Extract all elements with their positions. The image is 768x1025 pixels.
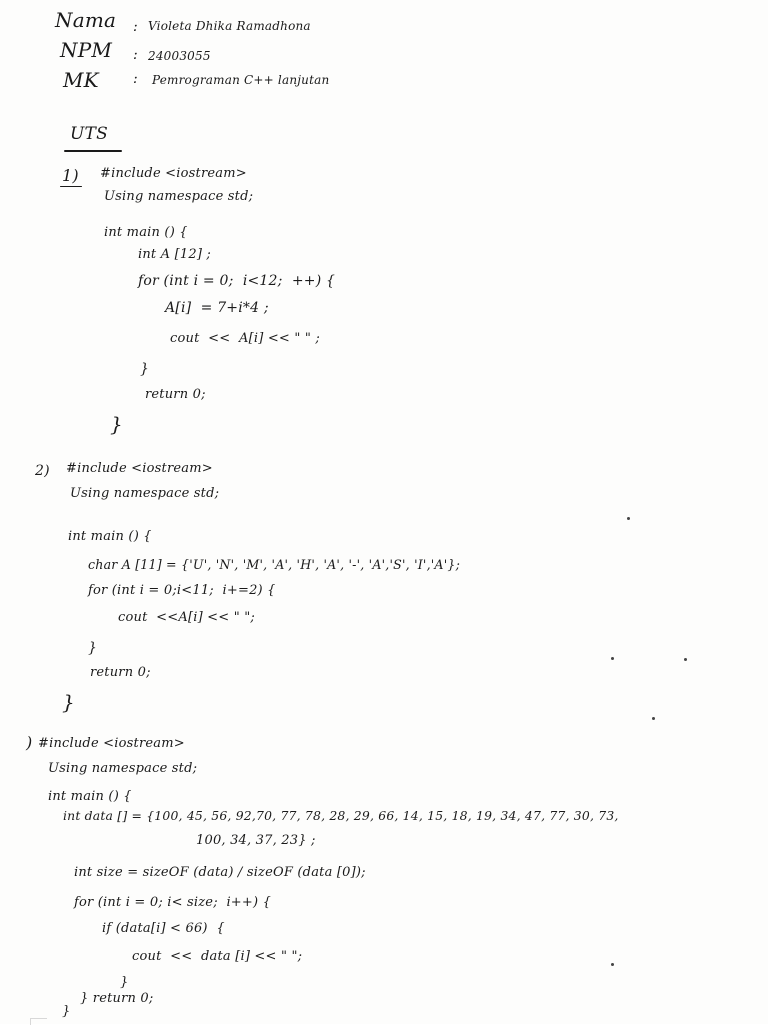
code-line: #include <iostream> <box>38 736 185 751</box>
nama-value: Violeta Dhika Ramadhona <box>148 19 311 33</box>
nama-label: Nama <box>55 8 117 32</box>
exam-title: UTS <box>70 124 108 144</box>
code-line: } <box>110 412 123 436</box>
code-line: } <box>62 690 75 714</box>
code-line: int A [12] ; <box>138 247 212 262</box>
mk-label: MK <box>63 68 99 92</box>
stray-mark <box>652 717 655 720</box>
code-line: for (int i = 0; i< size; i++) { <box>74 895 272 910</box>
question-2-number: 2) <box>35 463 50 479</box>
code-line: } <box>140 361 150 377</box>
npm-label: NPM <box>60 38 113 62</box>
code-line: 100, 34, 37, 23} ; <box>196 833 316 848</box>
code-line: Using namespace std; <box>48 761 198 776</box>
code-line: int main () { <box>68 529 152 544</box>
question-1-number-underline <box>60 186 82 187</box>
code-line: int main () { <box>48 789 132 804</box>
stray-mark <box>684 658 687 661</box>
code-line: int data [] = {100, 45, 56, 92,70, 77, 78, 28, 29, 66, 14, 15, 18, 19, 34, 47, 77, 30, 73, <box>63 808 619 823</box>
stray-mark <box>611 963 614 966</box>
code-line: } <box>62 1004 71 1019</box>
code-line: if (data[i] < 66) { <box>102 921 225 936</box>
code-line: } <box>88 640 98 656</box>
code-line: A[i] = 7+i*4 ; <box>165 300 269 316</box>
npm-separator: : <box>133 47 138 63</box>
code-line: Using namespace std; <box>104 189 254 204</box>
code-line: return 0; <box>145 387 206 402</box>
code-line: cout << data [i] << " "; <box>132 949 303 964</box>
nama-separator: : <box>133 19 138 35</box>
code-line: #include <iostream> <box>100 166 247 181</box>
question-3-number: ) <box>26 733 33 752</box>
mk-separator: : <box>133 71 138 87</box>
mk-value: Pemrograman C++ lanjutan <box>152 73 330 87</box>
code-line: cout << A[i] << " " ; <box>170 331 320 346</box>
stray-mark <box>627 517 630 520</box>
code-line: return 0; <box>90 665 151 680</box>
code-line: for (int i = 0;i<11; i+=2) { <box>88 583 276 598</box>
code-line: int main () { <box>104 225 188 240</box>
code-line: #include <iostream> <box>66 461 213 476</box>
question-1-number: 1) <box>62 166 79 185</box>
code-line: cout <<A[i] << " "; <box>118 610 255 625</box>
code-line: char A [11] = {'U', 'N', 'M', 'A', 'H', 'A', '-', 'A','S', 'I','A'}; <box>88 557 461 572</box>
stray-mark <box>611 657 614 660</box>
code-line: for (int i = 0; i<12; ++) { <box>138 273 336 289</box>
code-line: } return 0; <box>80 991 154 1006</box>
code-line: Using namespace std; <box>70 486 220 501</box>
title-underline <box>64 150 122 152</box>
npm-value: 24003055 <box>148 49 211 63</box>
code-line: } <box>120 975 129 990</box>
code-line: int size = sizeOF (data) / sizeOF (data [0]); <box>74 865 366 880</box>
